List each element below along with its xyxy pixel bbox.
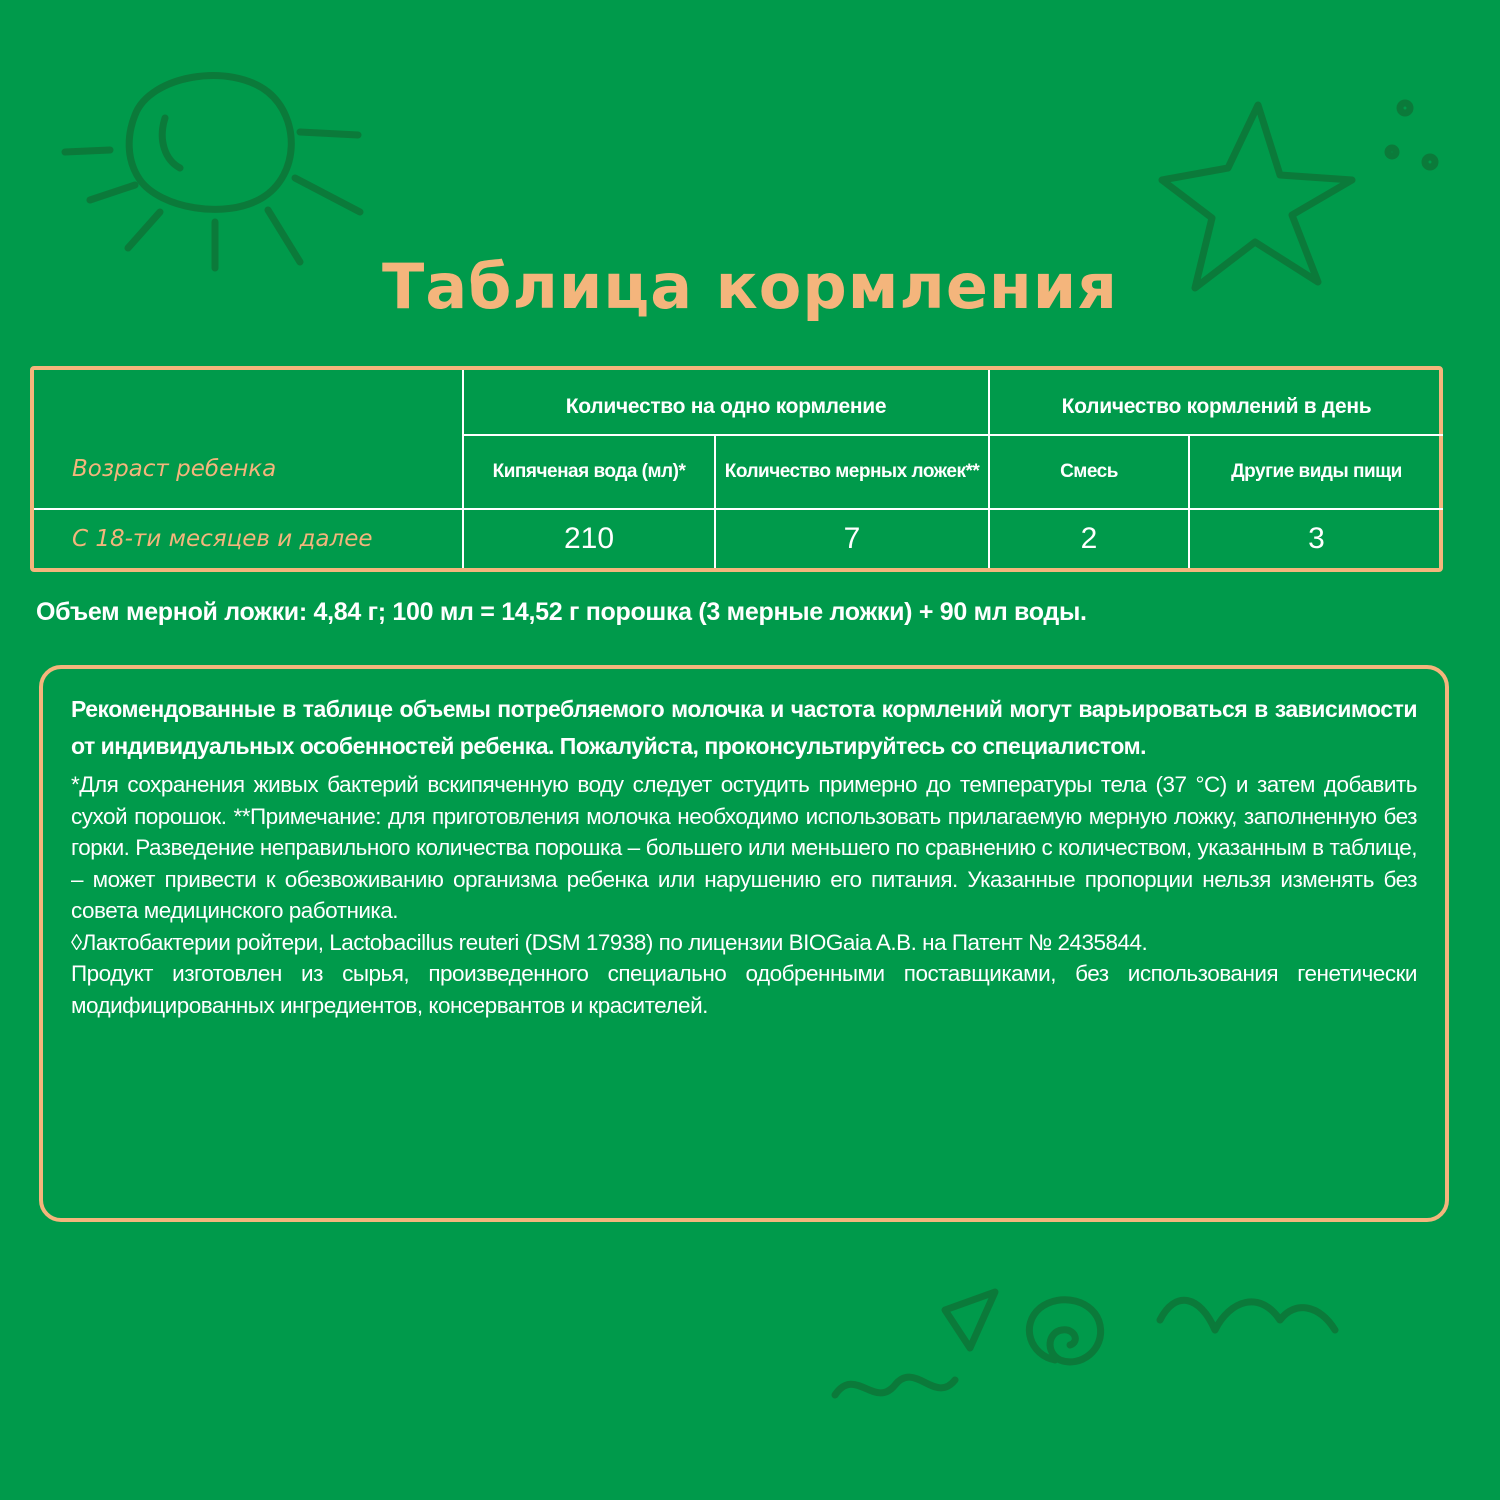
dots-doodle-icon — [1388, 103, 1435, 167]
page-title: Таблица кормления — [382, 250, 1118, 323]
info-box — [39, 665, 1449, 1222]
production-text: Продукт изготовлен из сырья, произведенного специально одобренными поставщиками, без использования генетически модифицированных ингредиентов, консервантов и красителей. — [71, 961, 1417, 1018]
cell-scoops-value: 7 — [843, 522, 861, 555]
subheader-other-food: Другие виды пищи — [1231, 461, 1402, 482]
feeding-table — [30, 366, 1443, 572]
group-header-per-feeding: Количество на одно кормление — [565, 395, 887, 418]
lactobacteria-text: ◊Лактобактерии ройтери, Lactobacillus reuteri (DSM 17938) по лицензии BIOGaia A.B. на Патент № 2435844. — [71, 929, 1148, 955]
cell-water-value: 210 — [563, 522, 615, 555]
cell-formula-value: 2 — [1080, 522, 1098, 555]
subheader-scoops: Количество мерных ложек** — [724, 461, 980, 482]
scoop-volume-note: Объем мерной ложки: 4,84 г; 100 мл = 14,52 г порошка (3 мерные ложки) + 90 мл воды. — [36, 598, 1087, 626]
wave-doodle-icon — [835, 1300, 1335, 1395]
spiral-doodle-icon — [1029, 1300, 1100, 1362]
recommendation-text: Рекомендованные в таблице объемы потребляемого молочка и частота кормлений могут варьироваться в зависимости от индивидуальных особенностей ребенка. Пожалуйста, проконсультируйтесь со специалистом. — [71, 696, 1417, 759]
row-age: С 18-ти месяцев и далее — [72, 526, 373, 552]
cell-other-food-value: 3 — [1308, 522, 1325, 555]
triangle-doodle-icon — [945, 1292, 995, 1348]
sun-doodle-icon — [65, 76, 360, 268]
age-header: Возраст ребенка — [72, 456, 277, 482]
footnote-text: *Для сохранения живых бактерий вскипяченную воду следует остудить примерно до температуры тела (37 °С) и затем добавить сухой порошок. **Примечание: для приготовления молочка необходимо использовать прилагаемую мерную ложку, заполненную без горки. Разведение неправильного количества порошка – большего или меньшего по сравнению с количеством, указанным в таблице, – может привести к обезвоживанию организма ребенка или нарушению его питания. Указанные пропорции нельзя изменять без совета медицинского работника. — [71, 772, 1417, 923]
subheader-water: Кипяченая вода (мл)* — [492, 461, 686, 482]
group-header-feedings-per-day: Количество кормлений в день — [1061, 395, 1372, 418]
subheader-formula: Смесь — [1060, 461, 1118, 482]
